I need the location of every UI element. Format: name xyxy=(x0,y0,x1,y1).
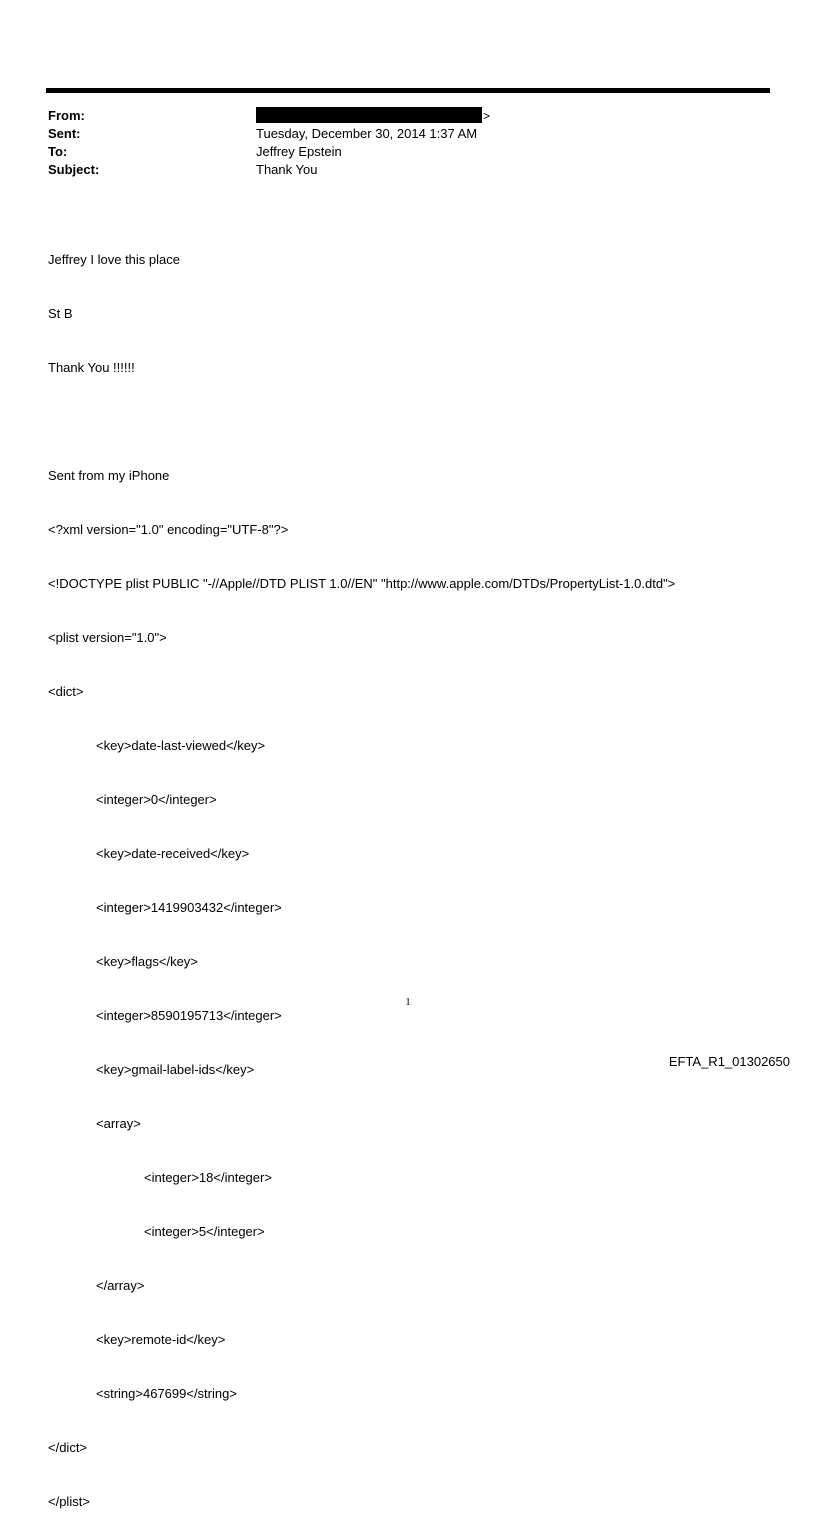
signature-line: Sent from my iPhone xyxy=(48,468,170,483)
array-close-tag: </array> xyxy=(96,1278,145,1293)
to-value: Jeffrey Epstein xyxy=(256,144,342,159)
plist-close-tag: </plist> xyxy=(48,1494,90,1509)
plist-key: <key>date-received</key> xyxy=(96,846,250,861)
subject-value: Thank You xyxy=(256,162,318,177)
message-line: St B xyxy=(48,306,73,321)
message-line: Thank You !!!!!! xyxy=(48,360,135,375)
dict-close-tag: </dict> xyxy=(48,1440,88,1455)
plist-value: <integer>1419903432</integer> xyxy=(96,900,282,915)
plist-key: <key>gmail-label-ids</key> xyxy=(96,1062,255,1077)
plist-key: <key>flags</key> xyxy=(96,954,198,969)
array-item: <integer>5</integer> xyxy=(144,1224,265,1239)
email-body xyxy=(48,215,675,1529)
message-line: Jeffrey I love this place xyxy=(48,252,180,267)
plist-value: <integer>8590195713</integer> xyxy=(96,1008,282,1023)
document-id: EFTA_R1_01302650 xyxy=(668,1054,790,1069)
to-label: To: xyxy=(48,144,68,159)
plist-xml-declaration: <?xml version="1.0" encoding="UTF-8"?> xyxy=(48,522,289,537)
from-value xyxy=(256,107,490,125)
sent-value: Tuesday, December 30, 2014 1:37 AM xyxy=(256,126,478,141)
page-number: 1 xyxy=(405,996,411,1008)
subject-label: Subject: xyxy=(48,162,100,177)
plist-doctype: <!DOCTYPE plist PUBLIC "-//Apple//DTD PLIST 1.0//EN" "http://www.apple.com/DTDs/PropertyList-1.0.dtd"> xyxy=(48,576,676,591)
plist-value: <integer>0</integer> xyxy=(96,792,217,807)
array-item: <integer>18</integer> xyxy=(144,1170,272,1185)
dict-open-tag: <dict> xyxy=(48,684,84,699)
redaction-block xyxy=(256,107,482,123)
header-divider xyxy=(46,88,770,93)
plist-key: <key>remote-id</key> xyxy=(96,1332,226,1347)
from-value-tail: > xyxy=(483,109,491,123)
from-label: From: xyxy=(48,108,85,123)
sent-label: Sent: xyxy=(48,126,81,141)
array-open-tag: <array> xyxy=(96,1116,141,1131)
plist-open-tag: <plist version="1.0"> xyxy=(48,630,167,645)
blank-line xyxy=(48,413,675,431)
plist-key: <key>date-last-viewed</key> xyxy=(96,738,266,753)
plist-value: <string>467699</string> xyxy=(96,1386,237,1401)
